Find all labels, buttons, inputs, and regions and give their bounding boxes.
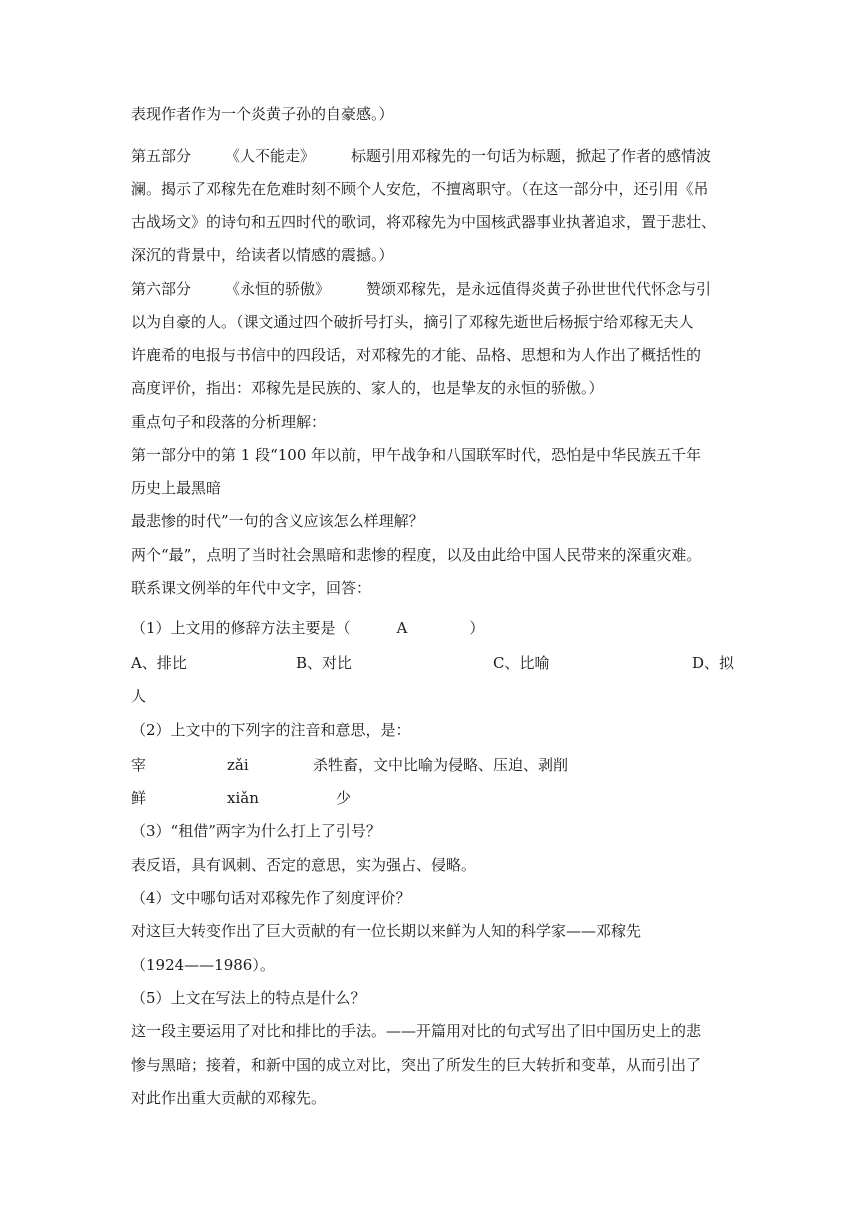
text-line: 许鹿希的电报与书信中的四段话，对邓稼先的才能、品格、思想和为人作出了概括性的 [131, 346, 702, 364]
text-line: 表反语，具有讽刺、否定的意思，实为强占、侵略。 [131, 856, 477, 874]
text-line: 第一部分中的第 1 段“100 年以前，甲午战争和八国联军时代，恐怕是中华民族五千年 [131, 446, 702, 464]
text-line: 澜。揭示了邓稼先在危难时刻不顾个人安危，不擅离职守。（在这一部分中，还引用《吊 [131, 180, 709, 198]
text-line: 以为自豪的人。（课文通过四个破折号打头，摘引了邓稼先逝世后杨振宁给邓稼无夫人 [131, 313, 694, 331]
text-line: 人 [131, 687, 147, 705]
question-2: （2）上文中的下列字的注音和意思，是： [131, 721, 411, 739]
text-line: 两个“最”，点明了当时社会黑暗和悲惨的程度，以及由此给中国人民带来的深重灾难。 [131, 546, 702, 564]
part6-text: 赞颂邓稼先，是永远值得炎黄子孙世世代代怀念与引 [366, 280, 712, 298]
char-1-pinyin: zǎi [227, 756, 249, 774]
part5-text: 标题引用邓稼先的一句话为标题，掀起了作者的感情波 [351, 147, 712, 165]
question-1-answer: A [396, 619, 408, 637]
question-1-prefix: （1）上文用的修辞方法主要是（ [131, 619, 351, 637]
question-4: （4）文中哪句话对邓稼先作了刻度评价？ [131, 889, 411, 907]
char-1-meaning: 杀牲畜，文中比喻为侵略、压迫、剥削 [313, 756, 569, 774]
part5-label: 第五部分 [131, 147, 192, 165]
option-c: C、比喻 [493, 654, 550, 672]
section-heading: 重点句子和段落的分析理解： [131, 413, 327, 431]
part5-heading-line [131, 146, 711, 166]
part6-title: 《永恒的骄傲》 [225, 280, 331, 298]
text-line: 表现作者作为一个炎黄子孙的自豪感。） [131, 105, 394, 123]
question-5: （5）上文在写法上的特点是什么？ [131, 989, 366, 1007]
text-line: 深沉的背景中，给读者以情感的震撼。） [131, 246, 394, 264]
text-line: 这一段主要运用了对比和排比的手法。——开篇用对比的句式写出了旧中国历史上的悲 [131, 1022, 702, 1040]
text-line: 惨与黑暗；接着，和新中国的成立对比，突出了所发生的巨大转折和变革，从而引出了 [131, 1056, 702, 1074]
option-a: A、排比 [131, 654, 187, 672]
text-line: 对此作出重大贡献的邓稼先。 [131, 1089, 327, 1107]
part6-label: 第六部分 [131, 280, 192, 298]
option-b: B、对比 [296, 654, 353, 672]
question-1 [131, 618, 484, 638]
text-line: 历史上最黑暗 [131, 479, 222, 497]
text-line: 最悲惨的时代”一句的含义应该怎么样理解？ [131, 512, 424, 530]
question-1-suffix: ） [469, 619, 485, 637]
char-1: 宰 [131, 756, 147, 774]
part6-heading-line [131, 279, 711, 299]
part5-title: 《人不能走》 [225, 147, 316, 165]
text-line: 高度评价，指出：邓稼先是民族的、家人的，也是挚友的永恒的骄傲。） [131, 379, 604, 397]
char-2-pinyin: xiǎn [227, 789, 259, 807]
text-line: 古战场文》的诗句和五四时代的歌词，将邓稼先为中国核武器事业执著追求，置于悲壮、 [131, 213, 717, 231]
char-2: 鲜 [131, 789, 147, 807]
question-3: （3）“租借”两字为什么打上了引号？ [131, 822, 381, 840]
option-d: D、拟 [692, 654, 735, 672]
text-line: （1924——1986）。 [131, 956, 275, 974]
text-line: 对这巨大转变作出了巨大贡献的有一位长期以来鲜为人知的科学家——邓稼先 [131, 922, 642, 940]
text-line: 联系课文例举的年代中文字，回答： [131, 579, 372, 597]
char-2-meaning: 少 [336, 789, 352, 807]
